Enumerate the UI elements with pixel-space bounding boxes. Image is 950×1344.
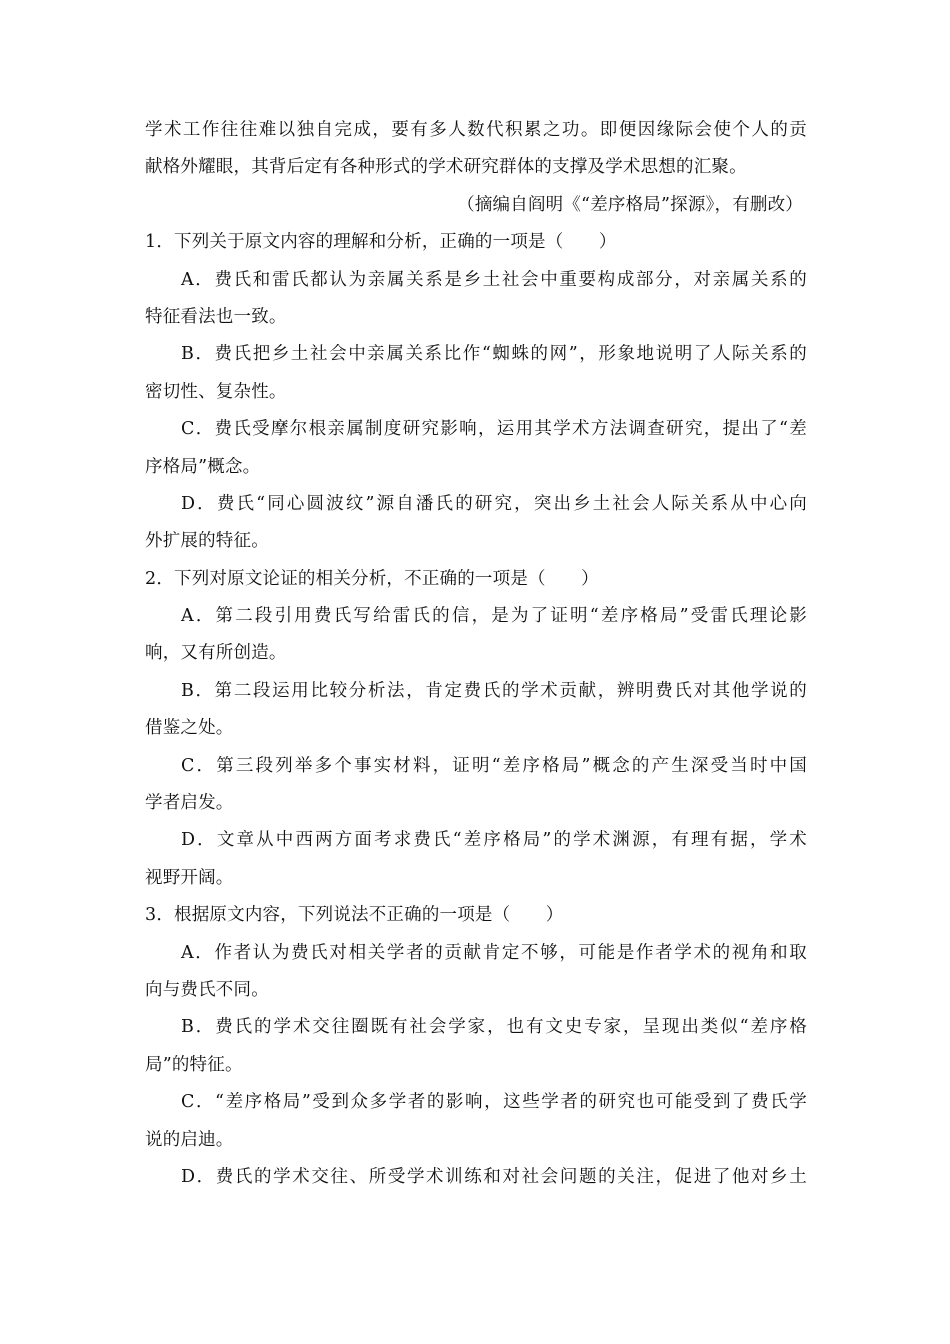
option-text: D．文章从中西两方面考求费氏“差序格局”的学术渊源，有理有据，学术 [181, 830, 807, 851]
option-b [145, 336, 807, 411]
option-text: C．第三段列举多个事实材料，证明“差序格局”概念的产生深受当时中国 [181, 755, 807, 776]
option-text: 视野开阔。 [145, 867, 234, 888]
question-stem: 3．根据原文内容，下列说法不正确的一项是（ ） [145, 905, 564, 926]
option-text: D．费氏“同心圆波纹”源自潘氏的研究，突出乡土社会人际关系从中心向 [181, 493, 807, 514]
option-c [145, 411, 807, 486]
option-a [145, 262, 807, 337]
question-2 [145, 561, 807, 898]
option-text: C．费氏受摩尔根亲属制度研究影响，运用其学术方法调查研究，提出了“差 [181, 419, 807, 440]
option-text: 局”的特征。 [145, 1054, 243, 1075]
option-text: B．费氏把乡土社会中亲属关系比作“蜘蛛的网”，形象地说明了人际关系的 [181, 344, 807, 365]
passage-line: 献格外耀眼，其背后定有各种形式的学术研究群体的支撑及学术思想的汇聚。 [145, 157, 747, 178]
option-d [145, 822, 807, 897]
option-text: 向与费氏不同。 [145, 979, 269, 1000]
option-text: 序格局”概念。 [145, 456, 261, 477]
option-d [145, 486, 807, 561]
option-text: D．费氏的学术交往、所受学术训练和对社会问题的关注，促进了他对乡土 [181, 1166, 807, 1187]
option-a [145, 935, 807, 1010]
option-text: 响，又有所创造。 [145, 643, 287, 664]
option-text: B．第二段运用比较分析法，肯定费氏的学术贡献，辨明费氏对其他学说的 [181, 680, 807, 701]
passage-line: 学术工作往往难以独自完成，要有多人数代积累之功。即便因缘际会使个人的贡 [145, 120, 807, 140]
option-text: 外扩展的特征。 [145, 531, 269, 552]
option-text: 学者启发。 [145, 793, 234, 814]
option-text: B．费氏的学术交往圈既有社会学家，也有文史专家，呈现出类似“差序格 [181, 1017, 807, 1038]
option-text: A．费氏和雷氏都认为亲属关系是乡土社会中重要构成部分，对亲属关系的 [181, 269, 807, 290]
option-text: 密切性、复杂性。 [145, 381, 287, 402]
option-b [145, 673, 807, 748]
option-c [145, 748, 807, 823]
option-b [145, 1009, 807, 1084]
question-3 [145, 897, 807, 1196]
option-text: A．作者认为费氏对相关学者的贡献肯定不够，可能是作者学术的视角和取 [181, 942, 807, 963]
question-stem: 1．下列关于原文内容的理解和分析，正确的一项是（ ） [145, 232, 617, 253]
passage-source: （摘编自阎明《“差序格局”探源》，有删改） [457, 194, 803, 215]
option-d [145, 1159, 807, 1196]
option-text: 说的启迪。 [145, 1129, 234, 1150]
option-text: A．第二段引用费氏写给雷氏的信，是为了证明“差序格局”受雷氏理论影 [181, 606, 807, 627]
option-text: 借鉴之处。 [145, 718, 234, 739]
option-text: 特征看法也一致。 [145, 306, 287, 327]
question-stem: 2．下列对原文论证的相关分析，不正确的一项是（ ） [145, 568, 599, 589]
question-1 [145, 224, 807, 561]
option-a [145, 598, 807, 673]
option-c [145, 1084, 807, 1159]
document-page [145, 112, 807, 1196]
option-text: C．“差序格局”受到众多学者的影响，这些学者的研究也可能受到了费氏学 [181, 1092, 807, 1113]
